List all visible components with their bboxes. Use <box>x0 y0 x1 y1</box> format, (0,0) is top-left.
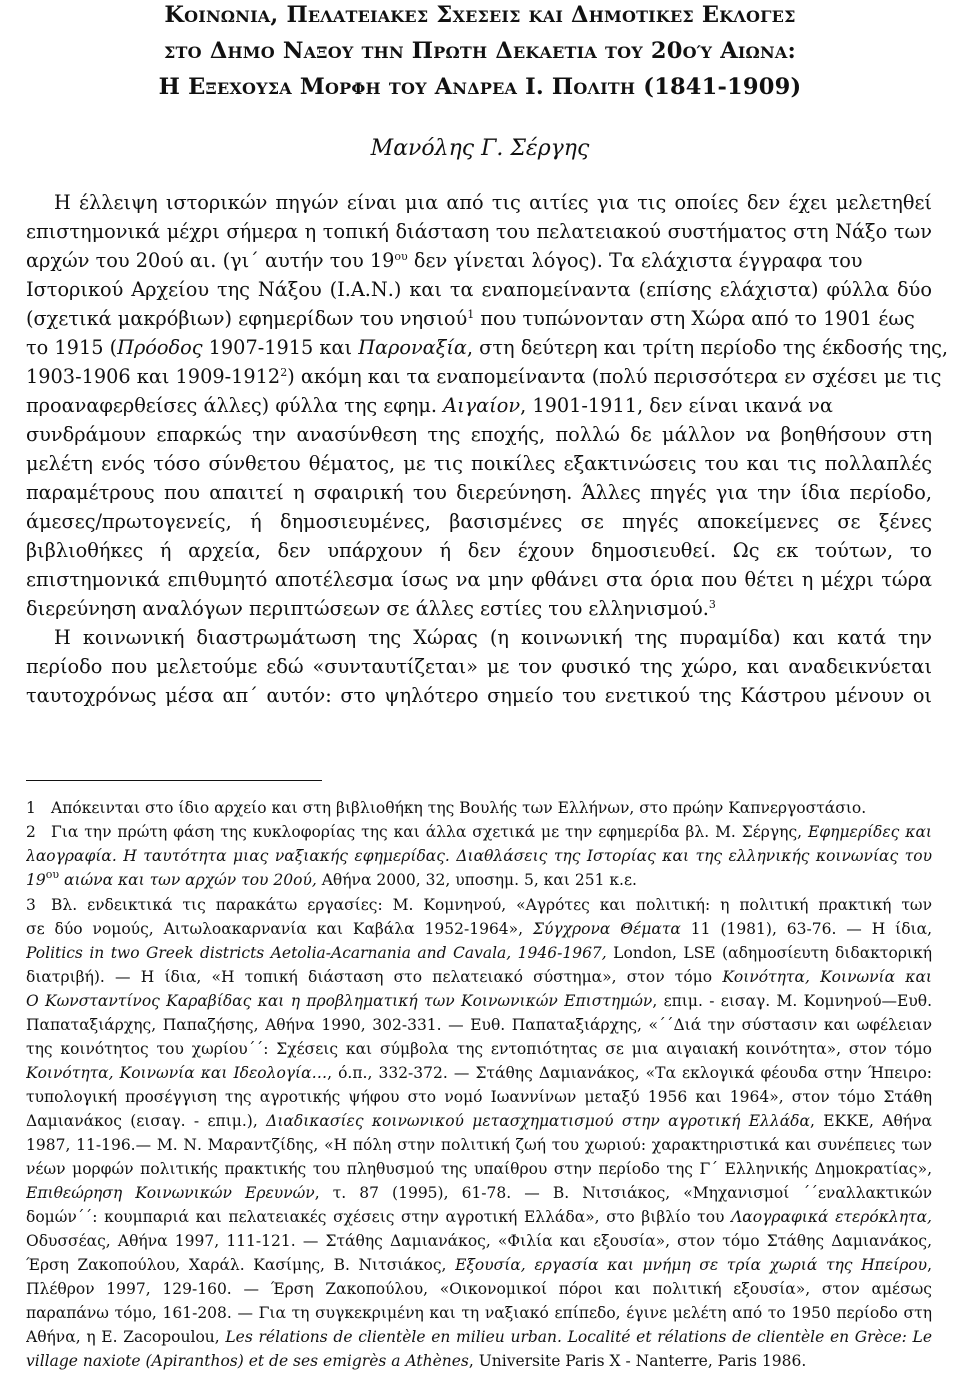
footnote-3-line: Ο Κωνσταντίνος Καραβίδας και η προβληματική των Κοινωνικών Επιστημών, επιμ. - εισαγ. Μ. Κομνηνού—Ευθ. <box>26 992 932 1010</box>
body-line: βιβλιοθήκες ή αρχεία, δεν υπάρχουν ή δεν έχουν δημοσιευθεί. Ως εκ τούτων, το <box>26 539 932 562</box>
body-line: 1903-1906 και 1909-1912$^2$) ακόμη και τα εναπομείναντα (πολύ περισσότερα εν σχέσει με τις <box>26 365 942 388</box>
footnote-3-line: Δαμιανάκος (εισαγ. - επιμ.), Διαδικασίες κοινωνικού μετασχηματισμού στην αγροτική Ελλάδα, ΕΚΚΕ, Αθήνα <box>26 1112 932 1130</box>
body-line: περίοδο που μελετούμε εδώ «συνταυτίζεται» με τον φυσικό της χώρο, και αναδεικνύεται <box>26 655 932 678</box>
footnote-3-line: 1987, 11-196.— Μ. Ν. Μαραντζίδης, «Η πόλη στην πολιτική ζωή του χωριού: χαρακτηριστικά και συνέπειες των <box>26 1136 932 1154</box>
footnote-3-line: διατριβή). — Η ίδια, «Η τοπική διάσταση στο πελατειακό σύστημα», στον τόμο Κοινότητα, Κοινωνία και <box>26 968 932 986</box>
body-line: (σχετικά μακρόβιων) εφημερίδων του νησιού$^1$ που τυπώνονταν στη Χώρα από το 1901 έως <box>26 307 915 330</box>
body-line: διερεύνηση αναλόγων περιπτώσεων σε άλλες εστίες του ελληνισμού.$^3$ <box>26 597 716 620</box>
body-line: συνδράμουν επαρκώς την ανασύνθεση της εποχής, πολλώ δε μάλλον να βοηθήσουν στη <box>26 423 932 446</box>
body-line: ταυτοχρόνως μέσα απ΄ αυτόν: στο ψηλότερο σημείο του ενετικού της Κάστρου μένουν οι <box>26 684 932 707</box>
footnote-3-line: Πλέθρον 1997, 129-160. — Έρση Ζακοπούλου, «Οικονομικοί πόροι και πολιτική εξουσία», στον αμέσως <box>26 1280 932 1298</box>
body-line: επιστημονικά επιθυμητό αποτέλεσμα ίσως να μην φθάνει στα όρια που θέτει η μέχρι τώρα <box>26 568 932 591</box>
body-line: επιστημονικά μέχρι σήμερα η τοπική διάσταση του πελατειακού συστήματος στη Νάξο των <box>26 220 932 243</box>
footnote-3-line: νέων μορφών πολιτικής πρακτικής του πληθυσμού της υπαίθρου στην περίοδο της Γ΄ Ελληνικής Δημοκρατίας», <box>26 1160 932 1178</box>
footnote-ref-2[interactable]: 2 <box>280 366 288 379</box>
body-line: Η έλλειψη ιστορικών πηγών είναι μια από τις αιτίες για τις οποίες δεν έχει μελετηθεί <box>54 191 932 214</box>
body-line: αρχών του 20ού αι. (γι΄ αυτήν του $19^{o\upsilon}$ δεν γίνεται λόγος). Τα ελάχιστα έγγραφα του <box>26 249 863 272</box>
footnote-3-line: δομών΄΄: κουμπαριά και πελατειακές σχέσεις στην αγροτική Ελλάδα», στο βιβλίο του Λαογραφικά ετερόκλητα, <box>26 1208 932 1226</box>
footnote-2-line: $19^{o\upsilon}$ αιώνα και των αρχών του 20ού, Αθήνα 2000, 32, υποσημ. 5, και 251 κ.ε. <box>26 868 637 889</box>
footnote-3-line: Οδυσσέας, Αθήνα 1997, 111-121. — Στάθης Δαμιανάκος, «Φιλία και εξουσία», στον τόμο Στάθης Δαμιανάκος, <box>26 1232 932 1250</box>
superscript: ου <box>394 250 408 263</box>
footnote-3-line: Έρση Ζακοπούλου, Χαράλ. Κασίμης, Β. Νιτσιάκος, Εξουσία, εργασία και μνήμη σε τρία χωριά της Ηπείρου, <box>26 1256 932 1274</box>
footnote-3-line: Επιθεώρηση Κοινωνικών Ερευνών, τ. 87 (1995), 61-78. — Β. Νιτσιάκος, «Μηχανισμοί ΄΄εναλλακτικών <box>26 1184 932 1202</box>
title-line-1: Κοινωνια, Πελατειακες Σχεσεις και Δημοτικες Εκλογες <box>164 2 796 28</box>
body-line: προαναφερθείσες άλλες) φύλλα της εφημ. Αιγαίον, 1901-1911, δεν είναι ικανά να <box>26 394 833 417</box>
body-line: το 1915 (Πρόοδος 1907-1915 και Παροναξία, στη δεύτερη και τρίτη περίοδο της έκδοσής της, <box>26 336 949 359</box>
footnote-separator <box>26 780 322 781</box>
body-line: παραμέτρους που απαιτεί η σφαιρική του διερεύνηση. Άλλες πηγές για την ίδια περίοδο, <box>26 481 932 504</box>
footnote-1: 1 Απόκεινται στο ίδιο αρχείο και στη βιβλιοθήκη της Βουλής των Ελλήνων, στο πρώην Καπνεργοστάσιο. <box>26 799 867 817</box>
title-line-3: Η Εξεχουσα Μορφη του Ανδρεα Ι. Πολιτη (1841-1909) <box>158 74 802 100</box>
footnote-3-line: παραπάνω τόμο, 161-208. — Για τη συγκεκριμένη και τη ναξιακό επίπεδο, έγινε μελέτη από το 1950 περίοδο στη <box>26 1304 932 1322</box>
footnote-3-line: Αθήνα, η E. Zacopoulou, Les rélations de clientèle en milieu urban. Localité et rélations de clientèle en Grèce: Le <box>26 1328 932 1346</box>
footnote-3-line: Παπαταξιάρχης, Παπαζήσης, Αθήνα 1990, 302-331. — Ευθ. Παπαταξιάρχης, «΄΄Διά την σύστασιν και ωφέλειαν <box>26 1016 932 1034</box>
body-line: Η κοινωνική διαστρωμάτωση της Χώρας (η κοινωνική της πυραμίδα) και κατά την <box>54 626 932 649</box>
body-line: μελέτη ενός τόσο σύνθετου θέματος, με τις ποικίλες εξακτινώσεις του και τις πολλαπλές <box>26 452 932 475</box>
footnote-2-line: λαογραφία. Η ταυτότητα μιας ναξιακής εφημερίδας. Διαθλάσεις της Ιστορίας και της ελληνικής κοινωνίας του <box>26 847 932 865</box>
footnote-3-line: Politics in two Greek districts Aetolia-Acarnania and Cavala, 1946-1967, London, LSE (αδημοσίευτη διδακτορική <box>26 944 932 962</box>
footnote-3-line: σε δύο νομούς, Αιτωλοακαρνανία και Καβάλα 1952-1964», Σύγχρονα Θέματα 11 (1981), 63-76. — Η ίδια, <box>26 920 932 938</box>
footnote-2: 2 Για την πρώτη φάση της κυκλοφορίας της και άλλα σχετικά με την εφημερίδα βλ. Μ. Σέργης, Εφημερίδες και <box>26 823 932 841</box>
body-line: άμεσες/πρωτογενείς, ή δημοσιευμένες, βασισμένες σε πηγές αποκείμενες σε ξένες <box>26 510 932 533</box>
footnote-3-line: τυπολογική προσέγγιση της αγροτικής ψήφου στο νομό Ιωαννίνων μεταξύ 1956 και 1964», στον τόμο Στάθη <box>26 1088 932 1106</box>
footnote-3-line: village naxiote (Apiranthos) et de ses emigrès a Athènes, Universite Paris X - Nanterre, Paris 1986. <box>26 1352 807 1370</box>
footnote-ref-3[interactable]: 3 <box>708 598 716 611</box>
footnote-3-line: της κοινότητος του χωρίου΄΄: Σχέσεις και σύμβολα της εντοπιότητας σε μια αιγαιακή κοινότητα», στον τόμο <box>26 1040 932 1058</box>
title-line-2: στο Δημο Ναξου την Πρωτη Δεκαετια του 20ού Αιωνα: <box>164 38 796 64</box>
footnote-ref-1[interactable]: 1 <box>467 308 475 321</box>
author-name: Μανόλης Γ. Σέργης <box>370 136 590 161</box>
body-line: Ιστορικού Αρχείου της Νάξου (Ι.Α.Ν.) και τα εναπομείναντα (επίσης ελάχιστα) φύλλα δύο <box>26 278 932 301</box>
footnote-3: 3 Βλ. ενδεικτικά τις παρακάτω εργασίες: Μ. Κομνηνού, «Αγρότες και πολιτική: η πολιτική πρακτική των <box>26 896 932 914</box>
footnote-3-line: Κοινότητα, Κοινωνία και Ιδεολογία…, ό.π., 332-372. — Στάθης Δαμιανάκος, «Τα εκλογικά φέουδα στην Ήπειρο: <box>26 1064 932 1082</box>
